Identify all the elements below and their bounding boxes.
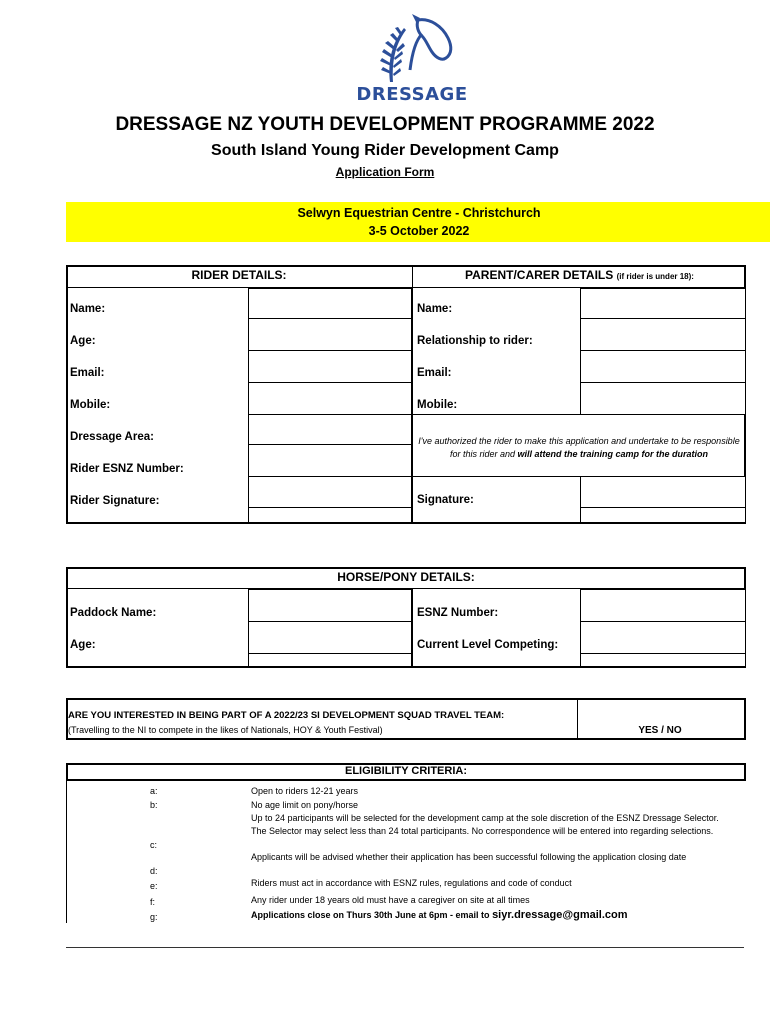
- consent-emphasis: will attend the training camp for the duration: [517, 449, 709, 459]
- esnz-number-field[interactable]: [580, 589, 746, 622]
- criteria-text-g: [251, 909, 736, 922]
- page-title: DRESSAGE NZ YOUTH DEVELOPMENT PROGRAMME 2022: [115, 114, 655, 135]
- rider-mobile-label: Mobile:: [70, 399, 111, 411]
- venue-text: Selwyn Equestrian Centre - Christchurch: [297, 206, 541, 220]
- rider-mobile-field[interactable]: [248, 382, 412, 415]
- rider-esnz-field[interactable]: [248, 444, 412, 477]
- current-level-field[interactable]: [580, 621, 746, 654]
- squad-answer-option[interactable]: YES / NO: [638, 725, 682, 736]
- criteria-letter-g: g:: [150, 912, 158, 922]
- rider-age-field[interactable]: [248, 318, 412, 351]
- rider-name-label: Name:: [70, 303, 106, 315]
- parent-name-field[interactable]: [580, 288, 746, 319]
- criteria-text-f: Any rider under 18 years old must have a caregiver on site at all times: [251, 895, 530, 905]
- bottom-divider: [66, 947, 744, 948]
- criteria-letter-d: d:: [150, 866, 158, 876]
- parent-email-field[interactable]: [580, 350, 746, 383]
- esnz-number-label: ESNZ Number:: [417, 607, 499, 619]
- consent-statement: [418, 435, 740, 461]
- contact-email-link[interactable]: siyr.dressage@gmail.com: [492, 909, 628, 921]
- paddock-name-field[interactable]: [248, 589, 412, 622]
- rider-name-field[interactable]: [248, 288, 412, 319]
- criteria-letter-b: b:: [150, 800, 158, 810]
- criteria-text-b: No age limit on pony/horse: [251, 800, 359, 810]
- venue-banner: [66, 202, 770, 242]
- squad-question: ARE YOU INTERESTED IN BEING PART OF A 2022/23 SI DEVELOPMENT SQUAD TRAVEL TEAM:: [68, 710, 505, 721]
- parent-signature-field[interactable]: [580, 476, 746, 508]
- rider-email-label: Email:: [70, 367, 105, 379]
- current-level-label: Current Level Competing:: [417, 639, 559, 651]
- rider-email-field[interactable]: [248, 350, 412, 383]
- horse-age-extra: [248, 653, 412, 667]
- parent-details-note: (if rider is under 18):: [616, 272, 694, 281]
- page-subtitle: South Island Young Rider Development Camp: [211, 142, 559, 159]
- parent-details-title: PARENT/CARER DETAILS: [465, 268, 614, 282]
- rider-area-field[interactable]: [248, 414, 412, 445]
- parent-relationship-label: Relationship to rider:: [417, 335, 533, 347]
- squad-subtext: (Travelling to the NI to compete in the likes of Nationals, HOY & Youth Festival): [68, 725, 383, 735]
- horse-age-label: Age:: [70, 639, 96, 651]
- parent-relationship-field[interactable]: [580, 318, 746, 351]
- horse-details-header: HORSE/PONY DETAILS:: [337, 570, 475, 584]
- parent-details-header: [413, 268, 746, 282]
- criteria-text-e: Riders must act in accordance with ESNZ rules, regulations and code of conduct: [251, 878, 572, 888]
- consent-text: I've authorized the rider to make this application and undertake to be responsible for this rider and: [418, 436, 740, 459]
- rider-signature-extra: [248, 507, 412, 523]
- eligibility-header: ELIGIBILITY CRITERIA:: [344, 765, 468, 777]
- rider-age-label: Age:: [70, 335, 96, 347]
- criteria-text-a: Open to riders 12-21 years: [251, 786, 359, 796]
- logo-wordmark: DRESSAGE: [356, 84, 468, 105]
- paddock-name-label: Paddock Name:: [70, 607, 157, 619]
- parent-email-label: Email:: [417, 367, 452, 379]
- criteria-letter-f: f:: [150, 897, 156, 907]
- horse-age-field[interactable]: [248, 621, 412, 654]
- criteria-text-d: Applicants will be advised whether their application has been successful following the application closing date: [251, 852, 687, 862]
- current-level-extra: [580, 653, 746, 667]
- rider-area-label: Dressage Area:: [70, 431, 154, 443]
- form-label: Application Form: [335, 165, 435, 179]
- criteria-text-c: Up to 24 participants will be selected for the development camp at the sole discretion of the ESNZ Dressage Selector. The Selector may select less than 24 total participants. No correspondence will be entered into regarding selections.: [251, 813, 719, 836]
- rider-details-header: RIDER DETAILS:: [191, 268, 287, 282]
- criteria-letter-c: c:: [150, 840, 158, 850]
- criteria-letter-e: e:: [150, 881, 158, 891]
- parent-name-label: Name:: [417, 303, 453, 315]
- parent-mobile-field[interactable]: [580, 382, 746, 415]
- parent-signature-extra: [580, 507, 746, 523]
- criteria-text-g-body: Applications close on Thurs 30th June at 6pm - email to: [251, 910, 490, 920]
- rider-signature-label: Rider Signature:: [70, 495, 160, 507]
- parent-mobile-label: Mobile:: [417, 399, 458, 411]
- criteria-letter-a: a:: [150, 786, 158, 796]
- rider-esnz-label: Rider ESNZ Number:: [70, 463, 184, 475]
- dates-text: 3-5 October 2022: [368, 224, 470, 238]
- parent-signature-label: Signature:: [417, 494, 474, 506]
- rider-signature-field[interactable]: [248, 476, 412, 508]
